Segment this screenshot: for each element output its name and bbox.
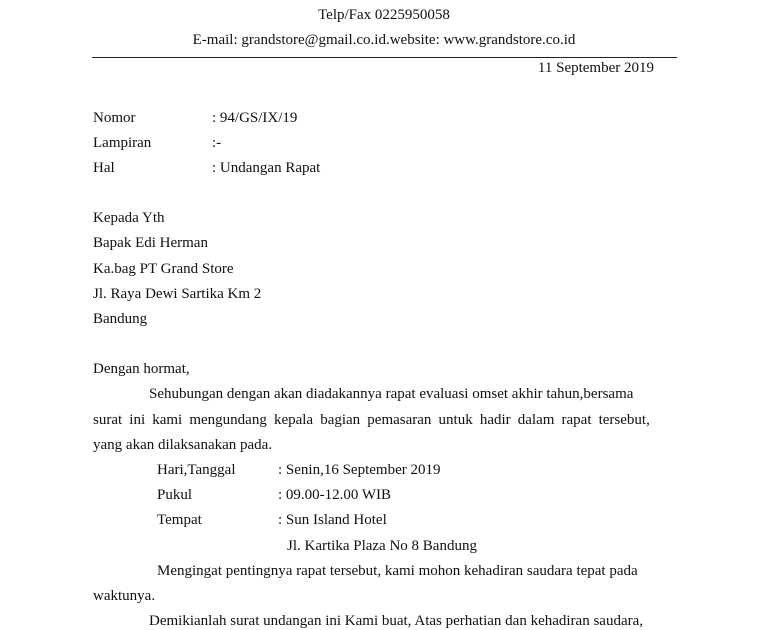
word: rapat	[561, 412, 592, 428]
word: surat	[93, 412, 123, 428]
pukul-value: : 09.00-12.00 WIB	[278, 487, 392, 503]
nomor-label: Nomor	[93, 110, 136, 126]
tempat-address: Jl. Kartika Plaza No 8 Bandung	[287, 538, 477, 554]
letterhead-divider	[92, 57, 677, 58]
recipient-line-1: Kepada Yth	[93, 210, 165, 226]
word: pemasaran	[367, 412, 432, 428]
paragraph-1-line-2	[93, 411, 650, 429]
paragraph-2-line-2: waktunya.	[93, 588, 156, 604]
letter-date: 11 September 2019	[537, 60, 654, 76]
hari-label: Hari,Tanggal	[157, 462, 236, 478]
pukul-label: Pukul	[157, 487, 193, 503]
letterhead-contact: E-mail: grandstore@gmail.co.id.website: www.grandstore.co.id	[192, 32, 576, 48]
paragraph-1-line-3: yang akan dilaksanakan pada.	[93, 437, 273, 453]
word: ini	[129, 412, 146, 428]
word: hadir	[479, 412, 511, 428]
hari-value: : Senin,16 September 2019	[278, 462, 441, 478]
letterhead-phone: Telp/Fax 0225950058	[318, 7, 450, 23]
word: kami	[152, 412, 183, 428]
tempat-value: : Sun Island Hotel	[278, 512, 387, 528]
lampiran-value: :-	[212, 135, 222, 151]
greeting: Dengan hormat,	[93, 361, 190, 377]
paragraph-1-line-1: Sehubungan dengan akan diadakannya rapat evaluasi omset akhir tahun,bersama	[149, 386, 634, 402]
word: dalam	[517, 412, 555, 428]
recipient-line-4: Jl. Raya Dewi Sartika Km 2	[93, 286, 262, 302]
paragraph-3-line-1: Demikianlah surat undangan ini Kami buat, Atas perhatian dan kehadiran saudara,	[149, 613, 644, 629]
paragraph-2-line-1: Mengingat pentingnya rapat tersebut, kami mohon kehadiran saudara tepat pada	[157, 563, 638, 579]
recipient-line-5: Bandung	[93, 311, 148, 327]
word: untuk	[438, 412, 473, 428]
lampiran-label: Lampiran	[93, 135, 152, 151]
word: kepala	[273, 412, 314, 428]
word: mengundang	[189, 412, 267, 428]
nomor-value: : 94/GS/IX/19	[212, 110, 298, 126]
hal-label: Hal	[93, 160, 115, 176]
recipient-line-2: Bapak Edi Herman	[93, 235, 208, 251]
word: tersebut,	[598, 412, 650, 428]
hal-value: : Undangan Rapat	[212, 160, 321, 176]
word: bagian	[320, 412, 361, 428]
recipient-line-3: Ka.bag PT Grand Store	[93, 261, 234, 277]
tempat-label: Tempat	[157, 512, 202, 528]
